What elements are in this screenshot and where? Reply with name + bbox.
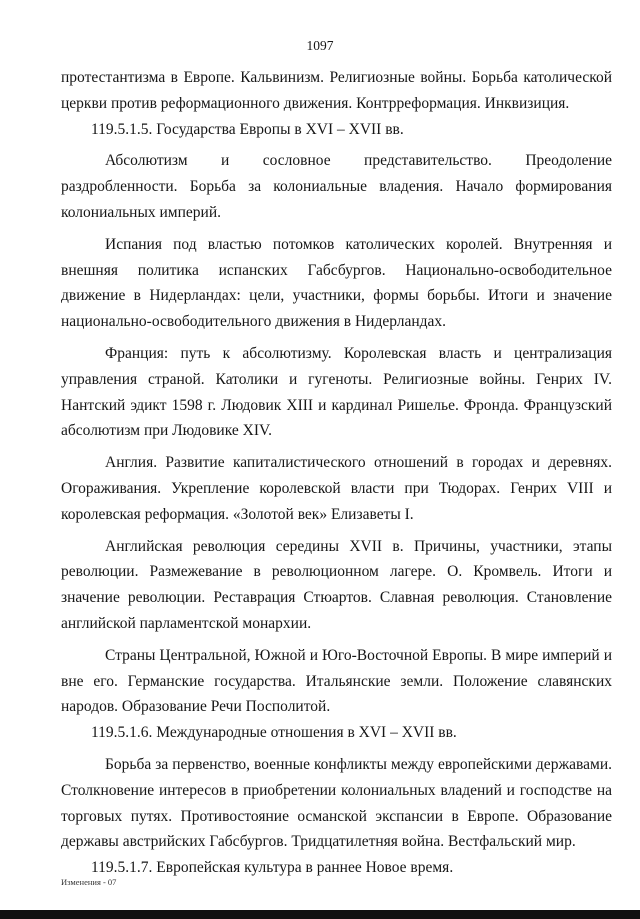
footer-revision-note: Изменения - 07 [61, 877, 117, 887]
paragraph-english-revolution: Английская революция середины XVII в. Причины, участники, этапы революции. Размежевание в революционном лагере. О. Кромвель. Итоги и значение революции. Реставрация Стюартов. Славная революция. Становление английской парламентской монархии. [61, 537, 612, 632]
paragraph-continuation: протестантизма в Европе. Кальвинизм. Религиозные войны. Борьба католической церкви против реформационного движения. Контрреформация. Инквизиция. [61, 69, 612, 112]
section-heading-119-5-1-6: 119.5.1.6. Международные отношения в XVI – XVII вв. [91, 724, 457, 742]
scan-bottom-edge [0, 910, 640, 919]
paragraph-england: Англия. Развитие капиталистического отношений в городах и деревнях. Огораживания. Укрепление королевской власти при Тюдорах. Генрих VIII и королевская реформация. «Золотой век» Елизаветы I. [61, 454, 612, 523]
section-heading-119-5-1-7: 119.5.1.7. Европейская культура в раннее Новое время. [91, 859, 454, 877]
paragraph-france: Франция: путь к абсолютизму. Королевская власть и централизация управления страной. Католики и гугеноты. Религиозные войны. Генрих IV. Нантский эдикт 1598 г. Людовик XIII и кардинал Ришелье. Фронда. Французский абсолютизм при Людовике XIV. [61, 344, 612, 440]
page-number: 1097 [306, 38, 334, 53]
paragraph-spain: Испания под властью потомков католических королей. Внутренняя и внешняя политика испанских Габсбургов. Национально-освободительное движение в Нидерландах: цели, участники, формы борьбы. Итоги и значение национально-освободительного движения в Нидерландах. [61, 235, 612, 331]
paragraph-absolutism: Абсолютизм и сословное представительство. Преодоление раздробленности. Борьба за колониальные владения. Начало формирования колониальных империй. [61, 152, 612, 221]
paragraph-central-europe: Страны Центральной, Южной и Юго-Восточной Европы. В мире империй и вне его. Германские государства. Итальянские земли. Положение славянских народов. Образование Речи Посполитой. [61, 646, 612, 716]
document-body [61, 65, 612, 881]
paragraph-international-relations: Борьба за первенство, военные конфликты между европейскими державами. Столкновение интересов в приобретении колониальных владений и господстве на торговых путях. Противостояние османской экспансии в Европе. Образование державы австрийских Габсбургов. Тридцатилетняя война. Вестфальский мир. [61, 755, 612, 851]
section-heading-119-5-1-5: 119.5.1.5. Государства Европы в XVI – XVII вв. [91, 120, 404, 138]
